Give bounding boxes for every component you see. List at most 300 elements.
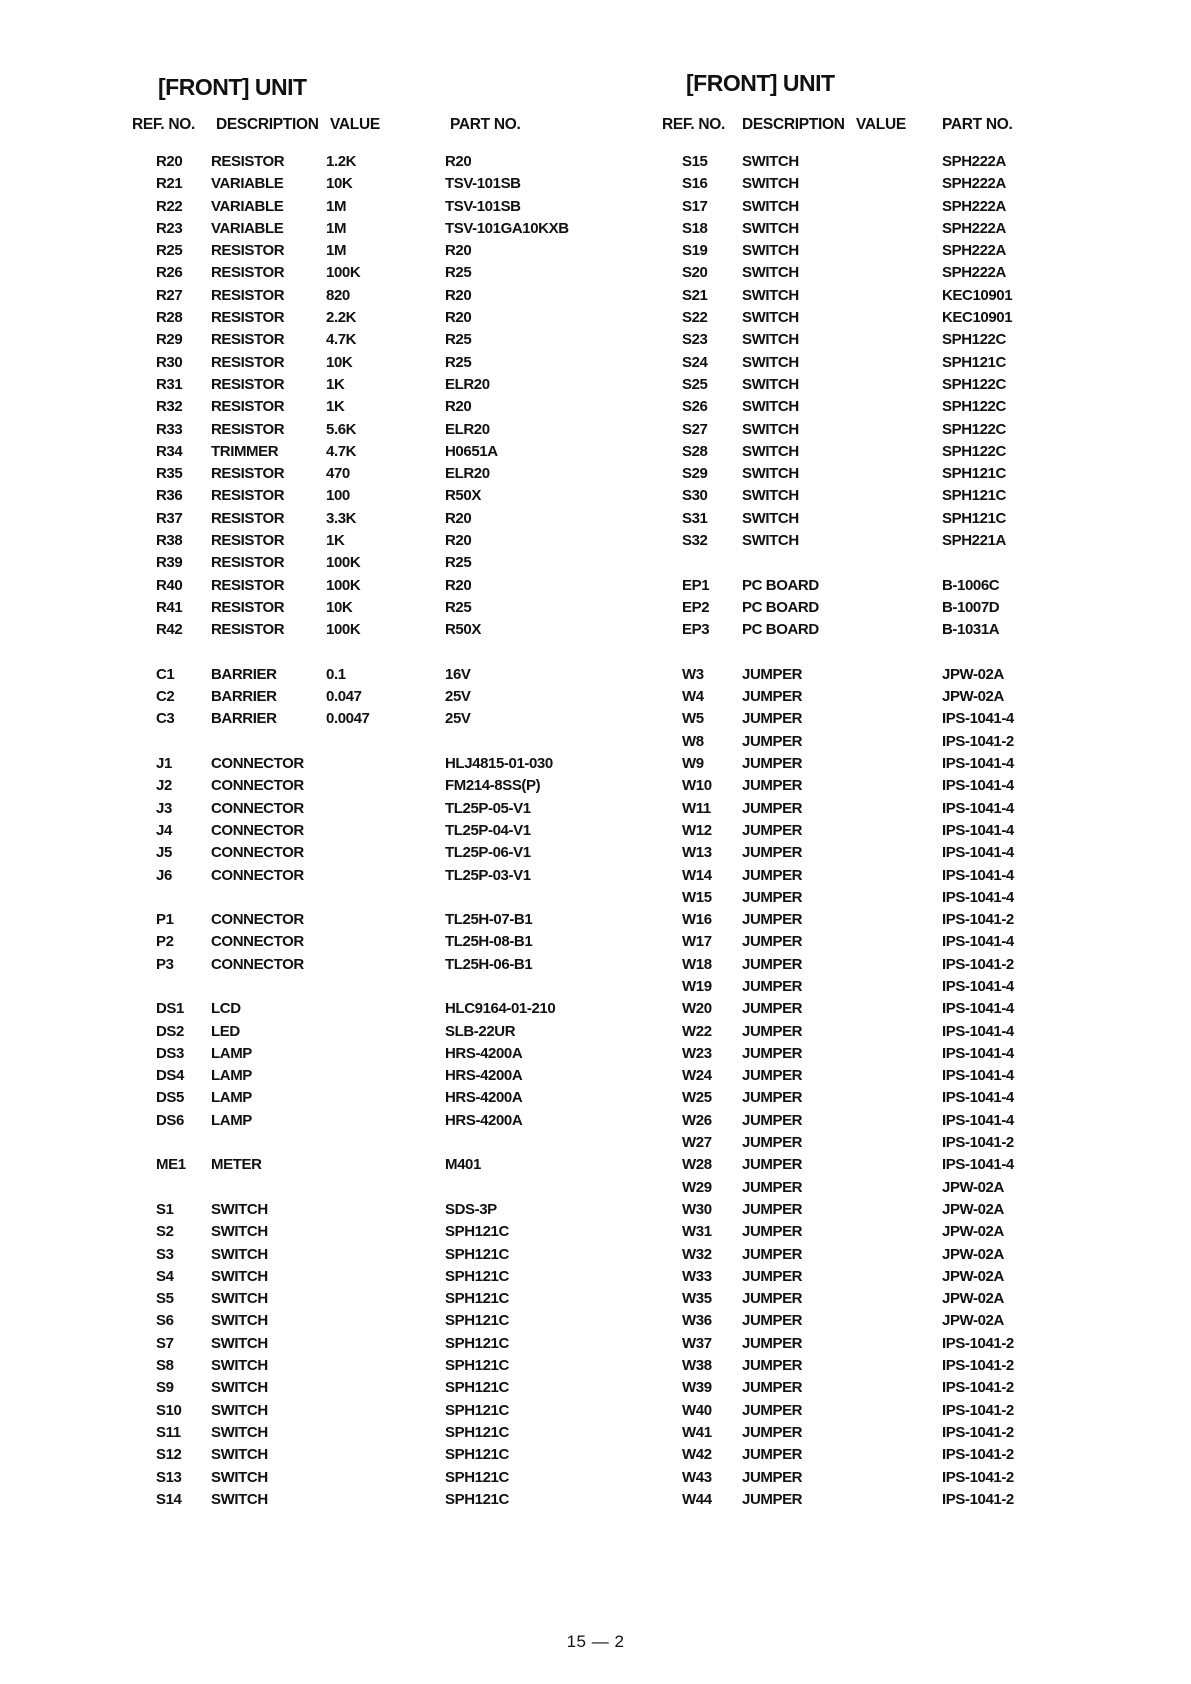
cell-description: JUMPER [742, 1468, 803, 1486]
cell-ref-no: S29 [682, 465, 708, 483]
cell-description: CONNECTOR [211, 933, 304, 951]
cell-description: RESISTOR [211, 487, 285, 505]
cell-value [856, 664, 942, 686]
cell-description: JUMPER [742, 1267, 803, 1285]
cell-part-no: R25 [445, 353, 472, 371]
cell-value [326, 842, 445, 864]
cell-ref-no: S25 [682, 375, 708, 393]
cell-part-no: R50X [445, 621, 481, 639]
cell-value [856, 686, 942, 708]
cell-ref-no: ME1 [156, 1156, 186, 1174]
table-row [132, 419, 652, 441]
table-row [132, 597, 652, 619]
cell-value [326, 1288, 445, 1310]
table-row [662, 976, 1082, 998]
header-value: VALUE [856, 116, 906, 133]
column-headers [662, 111, 1082, 139]
cell-ref-no: P2 [156, 933, 174, 951]
table-row [662, 1244, 1082, 1266]
table-row [132, 753, 652, 775]
cell-description: JUMPER [742, 1290, 803, 1308]
cell-part-no: IPS-1041-2 [942, 1490, 1014, 1508]
table-row [132, 285, 652, 307]
unit-title: [FRONT] UNIT [158, 74, 307, 100]
cell-part-no: SPH121C [445, 1357, 509, 1375]
cell-value [326, 1400, 445, 1422]
cell-ref-no: J3 [156, 799, 172, 817]
cell-value [856, 262, 942, 284]
cell-description: SWITCH [742, 219, 799, 237]
cell-ref-no: R36 [156, 487, 183, 505]
cell-value [326, 775, 445, 797]
cell-part-no: IPS-1041-4 [942, 710, 1014, 728]
right-parts-column [662, 72, 1082, 1511]
cell-description: SWITCH [742, 197, 799, 215]
cell-value [856, 998, 942, 1020]
cell-value [856, 575, 942, 597]
cell-part-no: TL25P-03-V1 [445, 866, 531, 884]
cell-part-no: 16V [445, 665, 471, 683]
cell-value [326, 1110, 445, 1132]
cell-description: RESISTOR [211, 509, 285, 527]
cell-part-no: HRS-4200A [445, 1111, 523, 1129]
cell-ref-no: W39 [682, 1379, 712, 1397]
cell-ref-no: EP1 [682, 576, 710, 594]
cell-part-no: IPS-1041-2 [942, 1446, 1014, 1464]
cell-part-no: JPW-02A [942, 665, 1004, 683]
cell-part-no: SPH121C [445, 1401, 509, 1419]
cell-description: SWITCH [742, 420, 799, 438]
cell-description: SWITCH [742, 465, 799, 483]
table-row [132, 1310, 652, 1332]
table-row [662, 151, 1082, 173]
cell-ref-no: W37 [682, 1334, 712, 1352]
cell-description: RESISTOR [211, 309, 285, 327]
cell-part-no: M401 [445, 1156, 481, 1174]
cell-description: JUMPER [742, 665, 803, 683]
cell-value [856, 1355, 942, 1377]
cell-part-no: IPS-1041-4 [942, 821, 1014, 839]
cell-ref-no: R26 [156, 264, 183, 282]
cell-value [326, 1489, 445, 1511]
cell-part-no: JPW-02A [942, 1245, 1004, 1263]
cell-part-no: SPH122C [942, 375, 1006, 393]
cell-part-no: SPH121C [445, 1245, 509, 1263]
cell-part-no: IPS-1041-4 [942, 1000, 1014, 1018]
table-row [662, 1310, 1082, 1332]
cell-part-no: IPS-1041-2 [942, 1468, 1014, 1486]
cell-part-no: SPH221A [942, 532, 1006, 550]
cell-description: RESISTOR [211, 576, 285, 594]
cell-ref-no: R30 [156, 353, 183, 371]
cell-description: CONNECTOR [211, 955, 304, 973]
table-row [662, 240, 1082, 262]
table-row [662, 196, 1082, 218]
cell-ref-no: R38 [156, 532, 183, 550]
table-row [662, 1221, 1082, 1243]
cell-description: JUMPER [742, 732, 803, 750]
table-row [132, 352, 652, 374]
table-row [662, 619, 1082, 641]
table-row [662, 441, 1082, 463]
cell-value [326, 1333, 445, 1355]
table-row [662, 1087, 1082, 1109]
table-row [132, 196, 652, 218]
cell-ref-no: S31 [682, 509, 708, 527]
cell-part-no: IPS-1041-2 [942, 1401, 1014, 1419]
cell-value [856, 1177, 942, 1199]
cell-part-no: IPS-1041-4 [942, 1067, 1014, 1085]
cell-part-no: TSV-101GA10KXB [445, 219, 569, 237]
cell-ref-no: J5 [156, 844, 172, 862]
cell-description: RESISTOR [211, 420, 285, 438]
cell-ref-no: W19 [682, 977, 712, 995]
cell-value [856, 1489, 942, 1511]
cell-ref-no: S1 [156, 1200, 174, 1218]
cell-ref-no: S6 [156, 1312, 174, 1330]
cell-part-no: IPS-1041-2 [942, 955, 1014, 973]
cell-value [856, 307, 942, 329]
cell-description: SWITCH [211, 1200, 268, 1218]
table-row [132, 865, 652, 887]
cell-description: RESISTOR [211, 353, 285, 371]
cell-part-no: SPH122C [942, 442, 1006, 460]
table-row [132, 1288, 652, 1310]
cell-description: SWITCH [211, 1379, 268, 1397]
group-spacer [132, 731, 652, 753]
table-row [132, 307, 652, 329]
cell-description: TRIMMER [211, 442, 279, 460]
cell-part-no: IPS-1041-4 [942, 866, 1014, 884]
cell-description: CONNECTOR [211, 777, 304, 795]
table-row [662, 285, 1082, 307]
cell-ref-no: W25 [682, 1089, 712, 1107]
cell-description: RESISTOR [211, 153, 285, 170]
group-spacer [662, 552, 1082, 574]
cell-description: JUMPER [742, 1223, 803, 1241]
cell-ref-no: R21 [156, 175, 183, 193]
table-row [662, 686, 1082, 708]
cell-value [856, 820, 942, 842]
cell-part-no: IPS-1041-2 [942, 1379, 1014, 1397]
cell-value [326, 1377, 445, 1399]
cell-value [326, 954, 445, 976]
cell-part-no: SPH222A [942, 219, 1006, 237]
group-spacer [132, 1132, 652, 1154]
table-row [662, 820, 1082, 842]
cell-part-no: SPH121C [445, 1423, 509, 1441]
table-row [662, 664, 1082, 686]
cell-ref-no: S4 [156, 1267, 174, 1285]
unit-title: [FRONT] UNIT [686, 70, 835, 96]
cell-value [856, 374, 942, 396]
cell-value [856, 798, 942, 820]
cell-value [326, 931, 445, 953]
cell-part-no: SLB-22UR [445, 1022, 516, 1040]
cell-ref-no: W22 [682, 1022, 712, 1040]
table-row [132, 1422, 652, 1444]
cell-description: JUMPER [742, 1044, 803, 1062]
table-row [662, 307, 1082, 329]
cell-description: SWITCH [742, 331, 799, 349]
table-row [662, 530, 1082, 552]
cell-description: VARIABLE [211, 197, 284, 215]
cell-ref-no: EP2 [682, 598, 710, 616]
cell-ref-no: C1 [156, 665, 175, 683]
cell-value: 1M [326, 242, 347, 260]
table-row [662, 1110, 1082, 1132]
table-row [132, 240, 652, 262]
cell-description: LAMP [211, 1111, 252, 1129]
table-row [662, 1444, 1082, 1466]
cell-description: JUMPER [742, 688, 803, 706]
cell-ref-no: S23 [682, 331, 708, 349]
cell-ref-no: S5 [156, 1290, 174, 1308]
cell-ref-no: S27 [682, 420, 708, 438]
table-row [662, 419, 1082, 441]
cell-ref-no: W40 [682, 1401, 712, 1419]
cell-value [326, 753, 445, 775]
cell-value [856, 173, 942, 195]
table-row [662, 1377, 1082, 1399]
cell-ref-no: W20 [682, 1000, 712, 1018]
table-row [662, 1422, 1082, 1444]
cell-value [856, 887, 942, 909]
cell-description: RESISTOR [211, 331, 285, 349]
cell-part-no: KEC10901 [942, 309, 1013, 327]
cell-part-no: IPS-1041-4 [942, 1044, 1014, 1062]
table-row [662, 1021, 1082, 1043]
cell-ref-no: S14 [156, 1490, 182, 1508]
cell-ref-no: R35 [156, 465, 183, 483]
cell-part-no: 25V [445, 710, 471, 728]
cell-value [856, 1087, 942, 1109]
table-row [132, 798, 652, 820]
cell-part-no: FM214-8SS(P) [445, 777, 541, 795]
cell-value: 1K [326, 375, 345, 393]
cell-ref-no: W5 [682, 710, 704, 728]
cell-ref-no: W27 [682, 1134, 712, 1152]
cell-description: SWITCH [211, 1468, 268, 1486]
table-row [132, 1154, 652, 1176]
table-row [662, 865, 1082, 887]
cell-description: JUMPER [742, 1022, 803, 1040]
cell-part-no: TSV-101SB [445, 175, 521, 193]
cell-part-no: SPH121C [942, 487, 1006, 505]
cell-part-no: SPH222A [942, 242, 1006, 260]
cell-description: JUMPER [742, 1401, 803, 1419]
cell-description: JUMPER [742, 866, 803, 884]
table-row [662, 1400, 1082, 1422]
cell-ref-no: S19 [682, 242, 708, 260]
cell-value [856, 1333, 942, 1355]
cell-value [326, 1021, 445, 1043]
cell-value: 100K [326, 576, 361, 594]
cell-part-no: SDS-3P [445, 1200, 497, 1218]
cell-part-no: SPH222A [942, 153, 1006, 170]
cell-part-no: IPS-1041-2 [942, 911, 1014, 929]
cell-part-no: B-1006C [942, 576, 1000, 594]
cell-ref-no: W31 [682, 1223, 712, 1241]
cell-ref-no: S20 [682, 264, 708, 282]
table-row [132, 1199, 652, 1221]
group-spacer [662, 642, 1082, 664]
cell-value: 2.2K [326, 309, 357, 327]
table-row [132, 552, 652, 574]
cell-value: 0.0047 [326, 710, 370, 728]
cell-description: SWITCH [742, 309, 799, 327]
cell-part-no: JPW-02A [942, 1267, 1004, 1285]
table-row [662, 909, 1082, 931]
table-row [662, 1355, 1082, 1377]
parts-rows [132, 151, 652, 1511]
cell-value [856, 731, 942, 753]
table-row [132, 619, 652, 641]
cell-ref-no: S12 [156, 1446, 182, 1464]
cell-value [856, 753, 942, 775]
cell-value [856, 508, 942, 530]
cell-value [856, 396, 942, 418]
cell-ref-no: R28 [156, 309, 183, 327]
cell-description: SWITCH [742, 442, 799, 460]
cell-part-no: ELR20 [445, 375, 490, 393]
cell-value [856, 419, 942, 441]
cell-description: SWITCH [742, 353, 799, 371]
table-row [662, 1177, 1082, 1199]
cell-value: 470 [326, 465, 350, 483]
cell-ref-no: J6 [156, 866, 172, 884]
cell-description: METER [211, 1156, 262, 1174]
cell-value [856, 842, 942, 864]
cell-ref-no: S13 [156, 1468, 182, 1486]
cell-part-no: TL25P-06-V1 [445, 844, 531, 862]
cell-ref-no: R20 [156, 153, 183, 170]
cell-part-no: SPH121C [445, 1490, 509, 1508]
cell-ref-no: S2 [156, 1223, 174, 1241]
table-row [662, 731, 1082, 753]
cell-description: BARRIER [211, 665, 277, 683]
cell-description: JUMPER [742, 1245, 803, 1263]
table-row [662, 1333, 1082, 1355]
cell-ref-no: W38 [682, 1357, 712, 1375]
table-row [662, 575, 1082, 597]
cell-value [856, 151, 942, 173]
cell-part-no: R20 [445, 576, 472, 594]
cell-description: LAMP [211, 1044, 252, 1062]
cell-description: JUMPER [742, 977, 803, 995]
cell-part-no: IPS-1041-2 [942, 1423, 1014, 1441]
cell-ref-no: R33 [156, 420, 183, 438]
cell-value: 10K [326, 598, 353, 616]
cell-ref-no: R29 [156, 331, 183, 349]
cell-part-no: JPW-02A [942, 1223, 1004, 1241]
table-row [132, 1355, 652, 1377]
table-row [132, 463, 652, 485]
cell-ref-no: S11 [156, 1423, 181, 1441]
cell-part-no: B-1031A [942, 621, 1000, 639]
cell-ref-no: S18 [682, 219, 708, 237]
cell-value [326, 1043, 445, 1065]
table-row [662, 329, 1082, 351]
cell-description: RESISTOR [211, 554, 285, 572]
table-row [662, 1043, 1082, 1065]
table-row [132, 485, 652, 507]
cell-value: 1M [326, 219, 347, 237]
cell-ref-no: W30 [682, 1200, 712, 1218]
cell-ref-no: C2 [156, 688, 175, 706]
cell-ref-no: W13 [682, 844, 712, 862]
header-part-no: PART NO. [450, 116, 521, 133]
cell-value: 100K [326, 264, 361, 282]
cell-value [326, 798, 445, 820]
cell-value [856, 1043, 942, 1065]
cell-ref-no: R25 [156, 242, 183, 260]
cell-ref-no: DS6 [156, 1111, 184, 1129]
cell-ref-no: W12 [682, 821, 712, 839]
cell-description: JUMPER [742, 710, 803, 728]
table-row [132, 1489, 652, 1511]
cell-description: RESISTOR [211, 621, 285, 639]
cell-part-no: IPS-1041-4 [942, 1089, 1014, 1107]
cell-part-no: TL25H-08-B1 [445, 933, 533, 951]
cell-value [856, 1021, 942, 1043]
cell-value [856, 1422, 942, 1444]
cell-description: SWITCH [742, 398, 799, 416]
cell-ref-no: W8 [682, 732, 704, 750]
cell-value [326, 998, 445, 1020]
cell-value [326, 1422, 445, 1444]
cell-description: JUMPER [742, 933, 803, 951]
cell-part-no: IPS-1041-4 [942, 1111, 1014, 1129]
cell-description: JUMPER [742, 955, 803, 973]
cell-description: RESISTOR [211, 242, 285, 260]
cell-value [856, 1221, 942, 1243]
parts-rows [662, 151, 1082, 1511]
cell-value: 4.7K [326, 442, 357, 460]
header-value: VALUE [330, 116, 380, 133]
table-row [132, 1065, 652, 1087]
cell-description: SWITCH [211, 1267, 268, 1285]
cell-ref-no: W28 [682, 1156, 712, 1174]
cell-part-no: R20 [445, 309, 472, 327]
cell-description: JUMPER [742, 1334, 803, 1352]
cell-ref-no: W44 [682, 1490, 712, 1508]
cell-description: SWITCH [211, 1312, 268, 1330]
cell-ref-no: J2 [156, 777, 172, 795]
cell-description: JUMPER [742, 1111, 803, 1129]
cell-description: SWITCH [211, 1401, 268, 1419]
table-row [132, 173, 652, 195]
cell-part-no: IPS-1041-4 [942, 755, 1014, 773]
table-row [132, 1444, 652, 1466]
table-row [132, 1110, 652, 1132]
table-row [132, 931, 652, 953]
table-row [132, 508, 652, 530]
cell-part-no: R20 [445, 153, 472, 170]
cell-value [856, 1244, 942, 1266]
cell-value [856, 240, 942, 262]
column-headers [132, 111, 652, 139]
cell-description: JUMPER [742, 1312, 803, 1330]
cell-part-no: IPS-1041-4 [942, 933, 1014, 951]
table-row [662, 775, 1082, 797]
cell-part-no: SPH122C [942, 398, 1006, 416]
table-row [132, 1266, 652, 1288]
cell-part-no: IPS-1041-4 [942, 1022, 1014, 1040]
cell-part-no: IPS-1041-2 [942, 732, 1014, 750]
table-row [662, 173, 1082, 195]
cell-description: LCD [211, 1000, 241, 1018]
